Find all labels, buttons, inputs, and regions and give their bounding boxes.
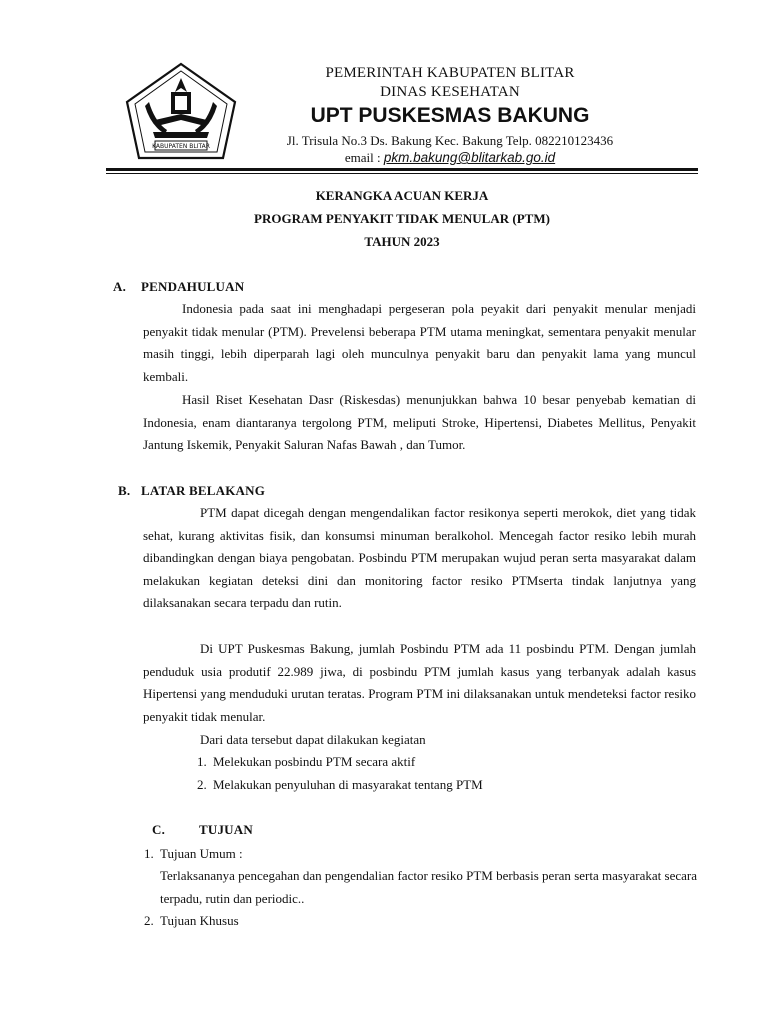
section-b-paragraph-3: Dari data tersebut dapat dilakukan kegiatan — [200, 732, 426, 747]
section-b-paragraph-1: PTM dapat dicegah dengan mengendalikan factor resikonya seperti merokok, diet yang tidak sehat, kurang aktivitas fisik, dan konsumsi minuman beralkohol. Mencegah factor resiko lebih murah dibandingkan dengan biaya pengobatan. Posbindu PTM merupakan wujud peran serta masyarakat dalam melakukan kegiatan deteksi dini dan monitoring factor resiko PTMserta tindak lanjutnya yang dilaksanakan secara terpadu dan rutin. — [143, 505, 696, 611]
section-c-letter: C. — [152, 822, 166, 837]
list-item-text: Tujuan Khusus — [160, 913, 239, 928]
section-a-heading: PENDAHULUAN — [141, 279, 245, 294]
letterhead-address: Jl. Trisula No.3 Ds. Bakung Kec. Bakung Telp. 082210123436 — [286, 133, 614, 148]
list-item-number: 1. — [197, 754, 207, 769]
section-a-paragraph-2: Hasil Riset Kesehatan Dasr (Riskesdas) menunjukkan bahwa 10 besar penyebab kematian di Indonesia, enam diantaranya tergolong PTM, meliputi Stroke, Hipertensi, Diabetes Mellitus, Penyakit Jantung Iskemik, Penyakit Saluran Nafas Bawah , dan Tumor. — [143, 392, 696, 453]
list-item — [144, 846, 243, 862]
letterhead — [240, 64, 660, 166]
list-item-number: 2. — [144, 913, 154, 928]
section-a-letter: A. — [113, 279, 127, 294]
list-item-text: Tujuan Umum : — [160, 846, 243, 861]
list-item-text: Melekukan posbindu PTM secara aktif — [213, 754, 416, 769]
section-b-paragraph-2: Di UPT Puskesmas Bakung, jumlah Posbindu PTM ada 11 posbindu PTM. Dengan jumlah penduduk usia produtif 22.989 jiwa, di posbindu PTM jumlah kasus yang terbanyak adalah kasus Hipertensi yang menduduki urutan teratas. Program PTM ini dilaksanakan untuk mendeteksi factor resiko penyakit tidak menular. — [143, 641, 696, 724]
kabupaten-blitar-logo — [125, 62, 237, 162]
letterhead-rule-thick — [106, 168, 698, 171]
section-a-paragraph-1: Indonesia pada saat ini menghadapi pergeseran pola peyakit dari penyakit menular menjadi penyakit tidak menular (PTM). Prevelensi beberapa PTM utama meningkat, sementara penyakit menular masih tinggi, lebih diperparah lagi oleh munculnya penyakit baru dan penyakit lama yang muncul kembali. — [143, 301, 696, 384]
section-b-letter: B. — [118, 483, 131, 498]
letterhead-government: PEMERINTAH KABUPATEN BLITAR — [325, 65, 575, 81]
letterhead-department: DINAS KESEHATAN — [380, 84, 520, 100]
list-item — [197, 754, 415, 770]
section-c-general-goal: Terlaksananya pencegahan dan pengendalian factor resiko PTM berbasis peran serta masyarakat secara terpadu, rutin dan periodic.. — [160, 868, 697, 906]
document-title: KERANGKA ACUAN KERJA — [315, 188, 489, 203]
letterhead-institution: UPT PUSKESMAS BAKUNG — [310, 104, 590, 127]
logo-label: KABUPATEN BLITAR — [152, 143, 210, 150]
list-item-number: 2. — [197, 777, 207, 792]
email-link[interactable]: pkm.bakung@blitarkab.go.id — [383, 150, 556, 165]
list-item — [144, 913, 239, 929]
document-year: TAHUN 2023 — [364, 234, 440, 249]
list-item-text: Melakukan penyuluhan di masyarakat tentang PTM — [213, 777, 483, 792]
email-label: email : — [344, 150, 384, 165]
letterhead-rule-thin — [106, 173, 698, 174]
section-c-heading: TUJUAN — [199, 822, 253, 837]
list-item-number: 1. — [144, 846, 154, 861]
letterhead-email-line — [240, 149, 660, 166]
document-program: PROGRAM PENYAKIT TIDAK MENULAR (PTM) — [254, 211, 550, 226]
list-item — [197, 777, 483, 793]
section-b-heading: LATAR BELAKANG — [141, 483, 266, 498]
